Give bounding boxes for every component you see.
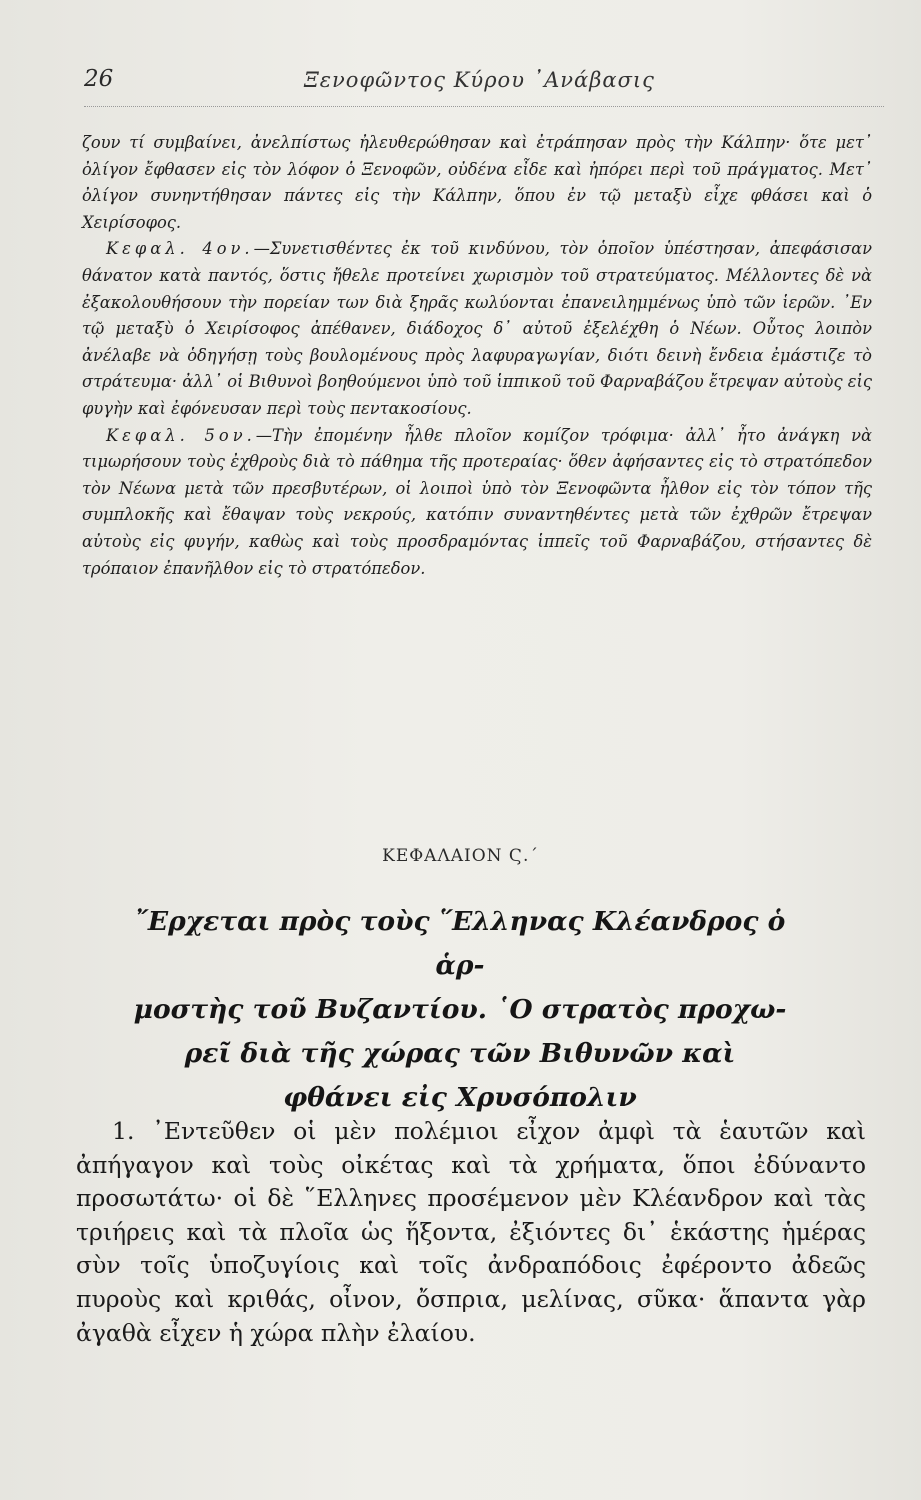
summary-paragraph: ζουν τί συμβαίνει, ἀνελπίστως ἠλευθερώθησαν καὶ ἐτράπησαν πρὸς τὴν Κάλπην· ὅτε μετ᾽ ὀλίγον ἔφθασεν εἰς τὸν λόφον ὁ Ξενοφῶν, οὐδένα εἶδε καὶ ἠπόρει περὶ τοῦ πράγματος. Μετ᾽ ὀλίγον συνηντήθησαν πάντες εἰς τὴν Κάλπην, ὅπου ἐν τῷ μεταξὺ εἶχε φθάσει καὶ ὁ Χειρίσοφος. <box>82 133 872 232</box>
main-text <box>76 1115 866 1350</box>
chapter-4-text: —Συνετισθέντες ἐκ τοῦ κινδύνου, τὸν ὁποῖον ὑπέστησαν, ἀπεφάσισαν θάνατον κατὰ παντός, ὅστις ἤθελε προτείνει χωρισμὸν τοῦ στρατεύματος. Μέλλοντες δὲ νὰ ἐξακολουθήσουν τὴν πορείαν των διὰ ξηρᾶς κωλύονται ἐπανειλημμένως ὑπὸ τῶν ἱερῶν. ᾿Εν τῷ μεταξὺ ὁ Χειρίσοφος ἀπέθανεν, διάδοχος δ᾽ αὐτοῦ ἐξελέχθη ὁ Νέων. Οὗτος λοιπὸν ἀνέλαβε νὰ ὁδηγήσῃ τοὺς βουλομένους πρὸς λαφυραγωγίαν, διότι δεινὴ ἔνδεια ἐμάστιζε τὸ στράτευμα· ἀλλ᾽ οἱ Βιθυνοὶ βοηθούμενοι ὑπὸ τοῦ ἱππικοῦ τοῦ Φαρναβάζου ἔτρεψαν αὐτοὺς εἰς φυγὴν καὶ ἐφόνευσαν περὶ τοὺς πεντακοσίους. <box>82 239 872 418</box>
chapter-heading: ΚΕΦΑΛΑΙΟΝ Ϛ.΄ <box>382 846 539 866</box>
summary-chapter-4 <box>82 236 872 422</box>
chapter-summary <box>82 130 872 582</box>
chapter-title <box>110 900 810 1120</box>
chapter-title-line: μοστὴς τοῦ Βυζαντίου. ῾Ο στρατὸς προχω- <box>133 994 787 1025</box>
page-header <box>84 66 884 107</box>
main-paragraph: 1. ᾿Εντεῦθεν οἱ μὲν πολέμιοι εἶχον ἀμφὶ τὰ ἑαυτῶν καὶ ἀπήγαγον καὶ τοὺς οἰκέτας καὶ τὰ χρήματα, ὅποι ἐδύναντο προσωτάτω· οἱ δὲ ῞Ελληνες προσέμενον μὲν Κλέανδρον καὶ τὰς τριήρεις καὶ τὰ πλοῖα ὡς ἥξοντα, ἐξιόντες δι᾽ ἑκάστης ἡμέρας σὺν τοῖς ὑποζυγίοις καὶ τοῖς ἀνδραπόδοις ἐφέροντο ἀδεῶς πυροὺς καὶ κριθάς, οἶνον, ὄσπρια, μελίνας, σῦκα· ἅπαντα γὰρ ἀγαθὰ εἶχεν ἡ χώρα πλὴν ἐλαίου. <box>76 1117 866 1347</box>
chapter-title-line: ρεῖ διὰ τῆς χώρας τῶν Βιθυνῶν καὶ <box>184 1038 736 1069</box>
chapter-5-text: —Τὴν ἐπομένην ἦλθε πλοῖον κομίζον τρόφιμα· ἀλλ᾽ ἦτο ἀνάγκη νὰ τιμωρήσουν τοὺς ἐχθροὺς διὰ τὸ πάθημα τῆς προτεραίας· ὅθεν ἀφήσαντες εἰς τὸ στρατόπεδον τὸν Νέωνα μετὰ τῶν πρεσβυτέρων, οἱ λοιποὶ ὑπὸ τὸν Ξενοφῶντα ἦλθον εἰς τὸν τόπον τῆς συμπλοκῆς καὶ ἔθαψαν τοὺς νεκρούς, κατόπιν συναντηθέντες μετὰ τῶν ἐχθρῶν ἔτρεψαν αὐτοὺς εἰς φυγήν, καθὼς καὶ τοὺς προσδραμόντας ἱππεῖς τοῦ Φαρναβάζου, στήσαντες δὲ τρόπαιον ἐπανῆλθον εἰς τὸ στρατόπεδον. <box>82 425 872 578</box>
page-number: 26 <box>84 66 114 92</box>
chapter-title-line: ῎Ερχεται πρὸς τοὺς ῞Ελληνας Κλέανδρος ὁ ἁρ- <box>134 906 786 981</box>
running-title: Ξενοφῶντος Κύρου ᾿Ανάβασις <box>304 68 655 92</box>
chapter-5-label: Κεφαλ. 5ον. <box>106 425 256 445</box>
chapter-title-line: φθάνει εἰς Χρυσόπολιν <box>283 1082 637 1113</box>
chapter-4-label: Κεφαλ. 4ον. <box>106 239 254 259</box>
summary-chapter-5 <box>82 423 872 583</box>
